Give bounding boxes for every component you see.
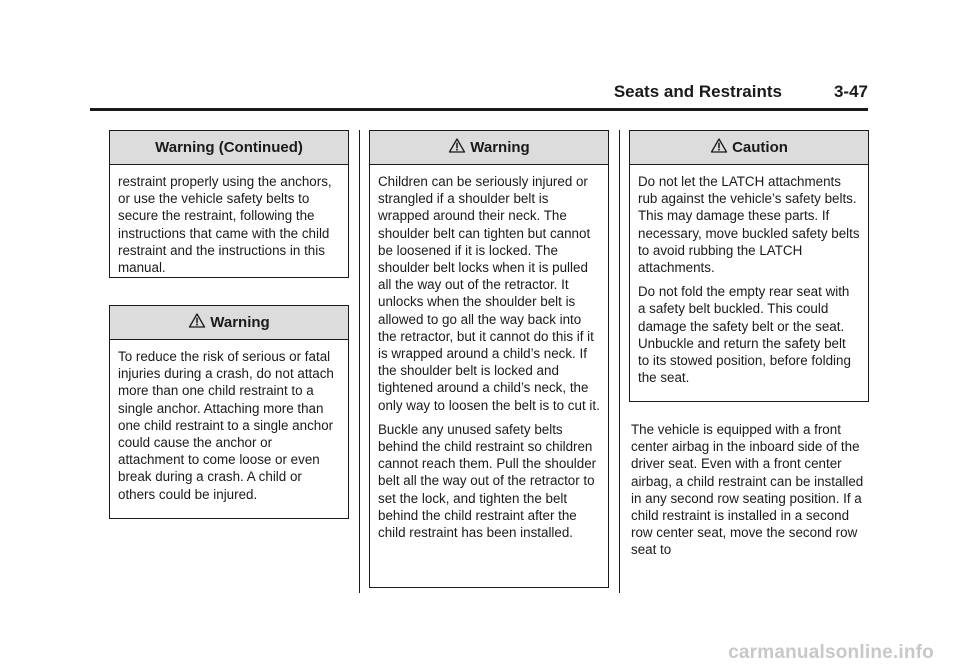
box-body <box>110 340 348 511</box>
box-paragraph-2: Buckle any unused safety belts behind the child restraint so children cannot reach them. Pull the shoulder belt all the way out of the retractor to set the lock, and tighten the belt behind the child restraint after the child restraint has been installed. <box>378 421 597 541</box>
box-body <box>110 165 348 284</box>
box-title: Caution <box>732 139 788 156</box>
warning-continued-box <box>109 130 349 278</box>
body-paragraph: The vehicle is equipped with a front center airbag in the inboard side of the driver seat. Even with a front center airbag, a child restraint can be installed in any second row seating position. If a child restraint is installed in a second row center seat, move the second row seat to <box>631 422 864 558</box>
box-header <box>630 131 868 165</box>
box-paragraph-1: Do not let the LATCH attachments rub against the vehicle’s safety belts. This may damage these parts. If necessary, move buckled safety belts to avoid rubbing the LATCH attachments. <box>638 174 860 276</box>
warning-icon <box>448 136 466 154</box>
box-title: Warning (Continued) <box>110 131 348 165</box>
watermark: carmanualsonline.info <box>728 642 934 663</box>
column-divider-right <box>619 130 620 593</box>
warning-box-anchor <box>109 305 349 519</box>
box-paragraph-2: Do not fold the empty rear seat with a safety belt buckled. This could damage the safety belt or the seat. Unbuckle and return the safety belt to its stowed position, before folding the seat. <box>638 284 851 386</box>
page-number: 3-47 <box>833 82 868 101</box>
box-body <box>370 165 608 549</box>
box-text: To reduce the risk of serious or fatal injuries during a crash, do not attach more than one child restraint to a single anchor. Attaching more than one child restraint to a single anchor could cause the anchor or attachment to come loose or even break during a crash. A child or others could be injured. <box>118 349 334 502</box>
section-title: Seats and Restraints <box>613 82 782 101</box>
box-text: restraint properly using the anchors, or use the vehicle safety belts to secure the restraint, following the instructions that came with the child restraint and the instructions in this manual. <box>118 174 332 276</box>
page-header <box>90 82 868 111</box>
box-header <box>110 306 348 340</box>
column-divider-left <box>359 130 360 593</box>
box-title: Warning <box>210 314 270 331</box>
box-title: Warning <box>470 139 530 156</box>
box-body <box>630 165 868 394</box>
box-paragraph-1: Children can be seriously injured or strangled if a shoulder belt is wrapped around their neck. The shoulder belt can tighten but cannot be loosened if it is locked. The shoulder belt locks when it is pulled all the way out of the retractor. It unlocks when the shoulder belt is allowed to go all the way back into the retractor, but it cannot do this if it is wrapped around a child’s neck. If the shoulder belt is locked and tightened around a child’s neck, the only way to loosen the belt is to cut it. <box>378 174 600 413</box>
box-header <box>370 131 608 165</box>
warning-icon <box>188 311 206 329</box>
warning-icon <box>710 136 728 154</box>
warning-box-strangulation <box>369 130 609 588</box>
caution-box <box>629 130 869 402</box>
